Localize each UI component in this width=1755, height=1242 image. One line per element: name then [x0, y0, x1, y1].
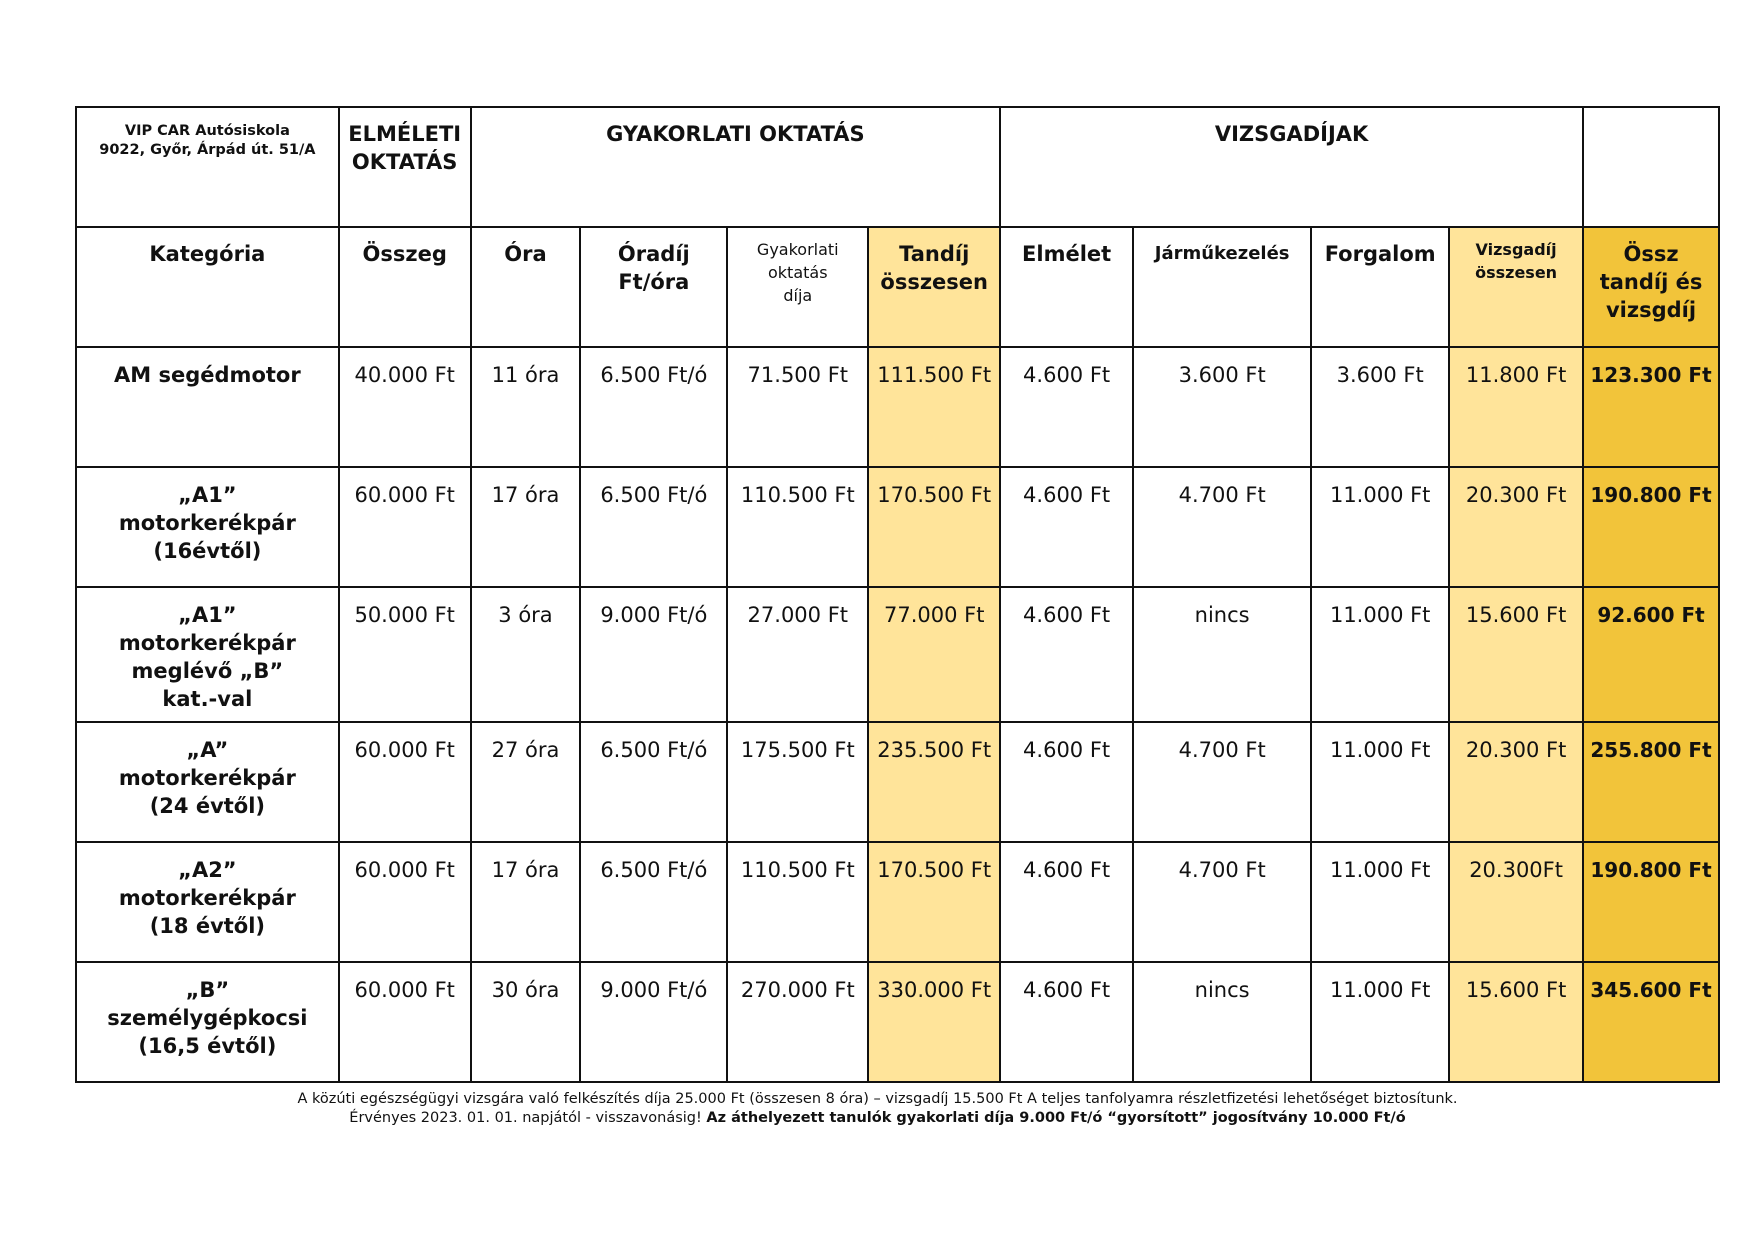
row-practical-fee: 175.500 Ft: [727, 722, 868, 842]
row-tuition-total: 170.500 Ft: [868, 467, 1000, 587]
row-exam-theory: 4.600 Ft: [1000, 347, 1133, 467]
footer-note-2: [0, 1109, 1755, 1128]
group-practical: GYAKORLATI OKTATÁS: [471, 107, 1001, 227]
row-hours: 17 óra: [471, 842, 581, 962]
footer-transfer-note: Az áthelyezett tanulók gyakorlati díja 9.000 Ft/ó “gyorsított” jogosítvány 10.000 Ft/ó: [706, 1110, 1406, 1126]
col-practical-fee: Gyakorlati oktatás díja: [727, 227, 868, 347]
col-category: Kategória: [76, 227, 339, 347]
col-hours: Óra: [471, 227, 581, 347]
row-hourly-fee: 9.000 Ft/ó: [580, 587, 727, 722]
group-theory: ELMÉLETI OKTATÁS: [339, 107, 471, 227]
row-practical-fee: 110.500 Ft: [727, 842, 868, 962]
row-tuition-total: 235.500 Ft: [868, 722, 1000, 842]
table-row: [76, 587, 1719, 722]
row-hourly-fee: 6.500 Ft/ó: [580, 722, 727, 842]
row-exam-vehicle: 4.700 Ft: [1133, 842, 1311, 962]
row-grand-total: 190.800 Ft: [1583, 467, 1719, 587]
row-exam-vehicle: 4.700 Ft: [1133, 722, 1311, 842]
row-hours: 27 óra: [471, 722, 581, 842]
row-hours: 3 óra: [471, 587, 581, 722]
table-row: [76, 722, 1719, 842]
school-name: VIP CAR Autósiskola: [124, 123, 290, 139]
price-table: [75, 106, 1720, 1083]
row-exam-total: 20.300Ft: [1449, 842, 1583, 962]
col-exam-total: Vizsgadíj összesen: [1449, 227, 1583, 347]
row-hourly-fee: 9.000 Ft/ó: [580, 962, 727, 1082]
row-category: AM segédmotor: [76, 347, 339, 467]
table-row: [76, 467, 1719, 587]
row-exam-total: 20.300 Ft: [1449, 722, 1583, 842]
row-exam-vehicle: 4.700 Ft: [1133, 467, 1311, 587]
row-hourly-fee: 6.500 Ft/ó: [580, 842, 727, 962]
row-hours: 30 óra: [471, 962, 581, 1082]
row-practical-fee: 110.500 Ft: [727, 467, 868, 587]
row-category: „B” személygépkocsi (16,5 évtől): [76, 962, 339, 1082]
row-practical-fee: 27.000 Ft: [727, 587, 868, 722]
row-category: „A” motorkerékpár (24 évtől): [76, 722, 339, 842]
col-exam-vehicle: Járműkezelés: [1133, 227, 1311, 347]
col-tuition-total: Tandíj összesen: [868, 227, 1000, 347]
row-exam-theory: 4.600 Ft: [1000, 842, 1133, 962]
footer-note-1: A közúti egészségügyi vizsgára való felkészítés díja 25.000 Ft (összesen 8 óra) – vizsgadíj 15.500 Ft A teljes tanfolyamra részletfizetési lehetőséget biztosítunk.: [297, 1091, 1458, 1107]
row-grand-total: 190.800 Ft: [1583, 842, 1719, 962]
row-exam-traffic: 11.000 Ft: [1311, 722, 1449, 842]
row-tuition-total: 330.000 Ft: [868, 962, 1000, 1082]
table-row: [76, 962, 1719, 1082]
row-exam-total: 15.600 Ft: [1449, 962, 1583, 1082]
row-exam-traffic: 11.000 Ft: [1311, 467, 1449, 587]
row-category: „A1” motorkerékpár meglévő „B” kat.-val: [76, 587, 339, 722]
row-tuition-total: 170.500 Ft: [868, 842, 1000, 962]
row-tuition-total: 111.500 Ft: [868, 347, 1000, 467]
row-grand-total: 255.800 Ft: [1583, 722, 1719, 842]
row-tuition-total: 77.000 Ft: [868, 587, 1000, 722]
row-amount: 60.000 Ft: [339, 722, 471, 842]
row-exam-vehicle: 3.600 Ft: [1133, 347, 1311, 467]
col-grand-total: Össz tandíj és vizsgdíj: [1583, 227, 1719, 347]
row-hours: 17 óra: [471, 467, 581, 587]
group-exam: VIZSGADÍJAK: [1000, 107, 1583, 227]
table-row: [76, 347, 1719, 467]
row-practical-fee: 270.000 Ft: [727, 962, 868, 1082]
row-exam-theory: 4.600 Ft: [1000, 587, 1133, 722]
row-grand-total: 345.600 Ft: [1583, 962, 1719, 1082]
row-exam-traffic: 3.600 Ft: [1311, 347, 1449, 467]
row-hours: 11 óra: [471, 347, 581, 467]
school-address: 9022, Győr, Árpád út. 51/A: [99, 142, 316, 158]
row-exam-theory: 4.600 Ft: [1000, 962, 1133, 1082]
row-exam-traffic: 11.000 Ft: [1311, 962, 1449, 1082]
row-amount: 60.000 Ft: [339, 467, 471, 587]
row-grand-total: 123.300 Ft: [1583, 347, 1719, 467]
row-hourly-fee: 6.500 Ft/ó: [580, 467, 727, 587]
row-amount: 60.000 Ft: [339, 842, 471, 962]
row-exam-traffic: 11.000 Ft: [1311, 587, 1449, 722]
row-grand-total: 92.600 Ft: [1583, 587, 1719, 722]
col-exam-traffic: Forgalom: [1311, 227, 1449, 347]
row-amount: 50.000 Ft: [339, 587, 471, 722]
footer-validity: Érvényes 2023. 01. 01. napjától - visszavonásig!: [349, 1110, 707, 1126]
table-row: [76, 842, 1719, 962]
row-amount: 60.000 Ft: [339, 962, 471, 1082]
col-hourly-fee: Óradíj Ft/óra: [580, 227, 727, 347]
group-header-row: [76, 107, 1719, 227]
row-exam-total: 20.300 Ft: [1449, 467, 1583, 587]
school-cell: [76, 107, 339, 227]
col-amount: Összeg: [339, 227, 471, 347]
row-exam-theory: 4.600 Ft: [1000, 722, 1133, 842]
row-category: „A2” motorkerékpár (18 évtől): [76, 842, 339, 962]
row-exam-total: 11.800 Ft: [1449, 347, 1583, 467]
row-hourly-fee: 6.500 Ft/ó: [580, 347, 727, 467]
row-exam-vehicle: nincs: [1133, 587, 1311, 722]
row-exam-traffic: 11.000 Ft: [1311, 842, 1449, 962]
row-amount: 40.000 Ft: [339, 347, 471, 467]
col-exam-theory: Elmélet: [1000, 227, 1133, 347]
row-exam-vehicle: nincs: [1133, 962, 1311, 1082]
row-practical-fee: 71.500 Ft: [727, 347, 868, 467]
row-exam-theory: 4.600 Ft: [1000, 467, 1133, 587]
row-exam-total: 15.600 Ft: [1449, 587, 1583, 722]
column-header-row: [76, 227, 1719, 347]
row-category: „A1” motorkerékpár (16évtől): [76, 467, 339, 587]
group-empty: [1583, 107, 1719, 227]
